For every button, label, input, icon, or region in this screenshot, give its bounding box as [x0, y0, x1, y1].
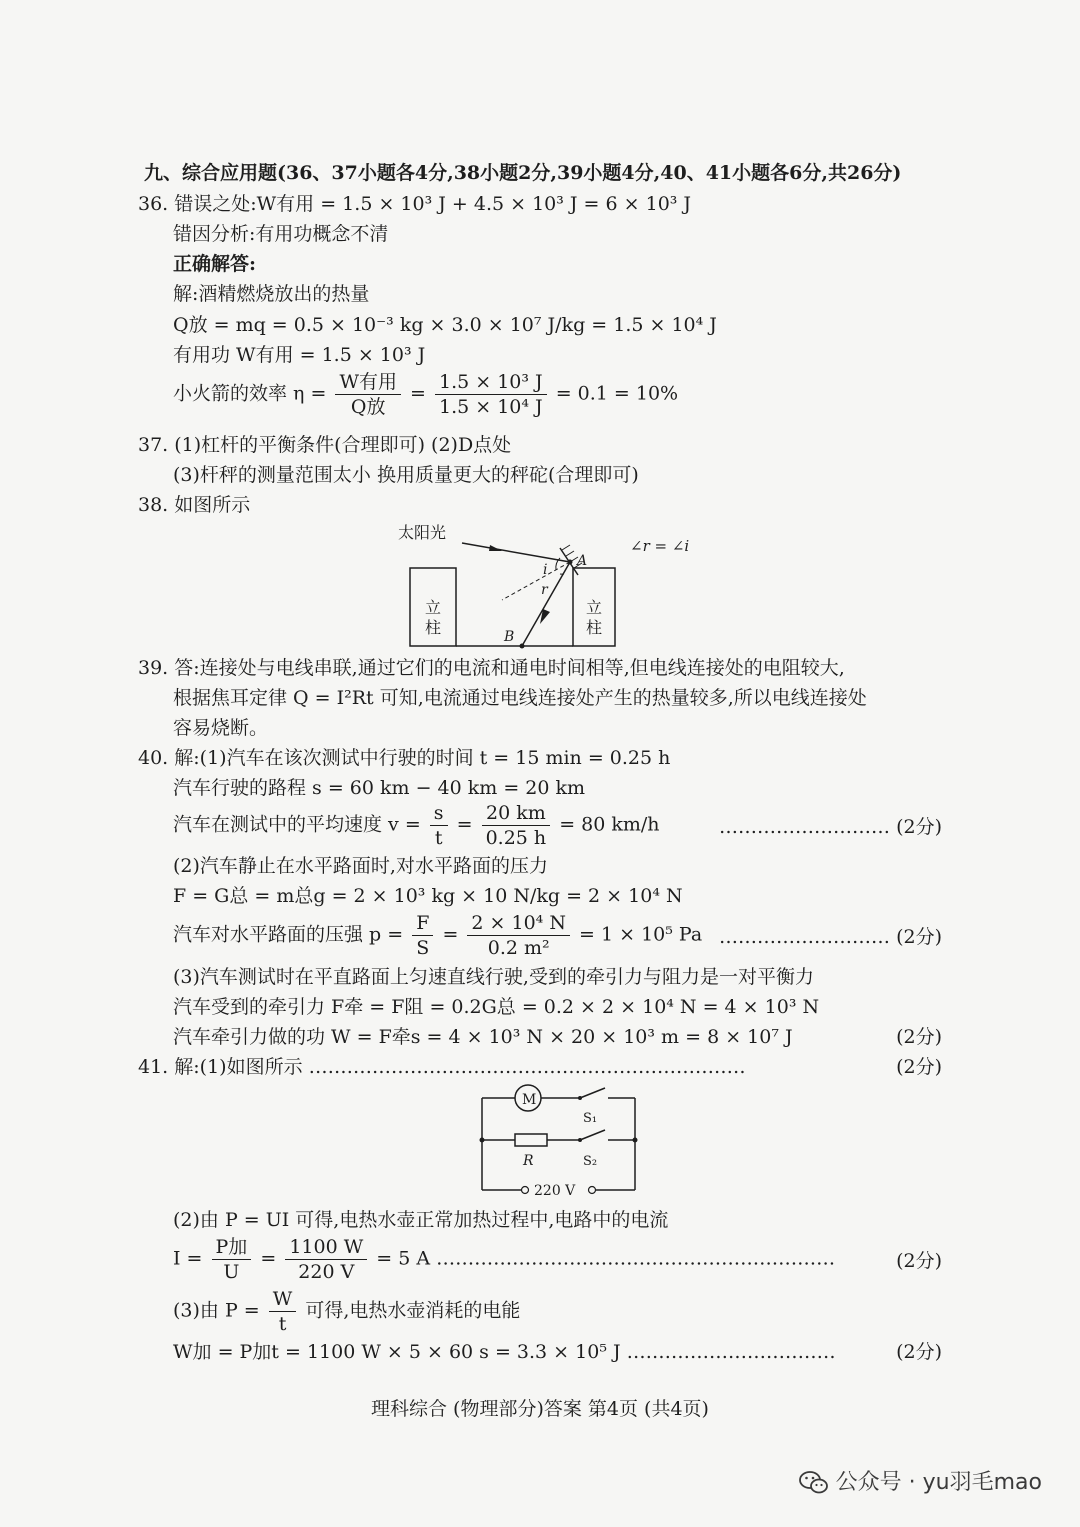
q40-score-3: (2分) [896, 1026, 942, 1048]
q39-line-2: 根据焦耳定律 Q = I²Rt 可知,电流通过电线连接处产生的热量较多,所以电线连接处 [173, 687, 867, 709]
page-footer: 理科综合 (物理部分)答案 第4页 (共4页) [371, 1398, 709, 1420]
q40-v-frac-1: $\frac{s}{t}$ [430, 801, 448, 850]
pillar-left-char-2: 柱 [425, 618, 442, 637]
q40-velocity: 汽车在测试中的平均速度 v = $\frac{s}{t}$ = $\frac{20 km}{0.25 h}$ = 80 km/h [173, 802, 660, 849]
watermark [799, 1465, 1042, 1496]
wechat-icon [799, 1470, 829, 1496]
q36-line-4: 解:酒精燃烧放出的热量 [173, 283, 370, 305]
watermark-text: 公众号 · yu羽毛mao [835, 1470, 1042, 1495]
q41-score-1: (2分) [896, 1056, 942, 1078]
q36-line-3: 正确解答: [173, 253, 257, 275]
incident-arrow [489, 545, 502, 551]
q36-eff-result: = 0.1 = 10% [555, 382, 679, 405]
q36-eff-label: 小火箭的效率 η = [173, 382, 327, 405]
label-220V: 220 V [534, 1183, 576, 1199]
label-r: r [541, 582, 548, 598]
q36-eff-frac-1: $\frac{\text{W有用}}{\text{Q放}}$ [335, 370, 401, 419]
q40-score-2: ……………………… (2分) [719, 926, 942, 948]
q39-line-1: 39. 答:连接处与电线串联,通过它们的电流和通电时间相等,但电线连接处的电阻较大, [138, 657, 845, 679]
point-B [520, 644, 525, 649]
q41-i-frac-2: $\frac{1100 W}{220 V}$ [285, 1235, 367, 1284]
label-B: B [504, 629, 515, 645]
q38-line-1: 38. 如图所示 [138, 494, 251, 516]
q39-line-3: 容易烧断。 [173, 717, 269, 739]
q41-line-4: (3)由 P = $\frac{W}{t}$ 可得,电热水壶消耗的电能 [173, 1288, 521, 1335]
reflection-diagram [390, 518, 710, 653]
q36-eff-frac-2: $\frac{\text{1.5 × 10³ J}}{\text{1.5 × 10⁴ J}}$ [435, 370, 547, 419]
q40-pressure: 汽车对水平路面的压强 p = $\frac{F}{S}$ = $\frac{\text{2 × 10⁴ N}}{\text{0.2 m²}}$ = 1 × 10⁵ Pa [173, 912, 703, 959]
q40-p-frac-1: $\frac{F}{S}$ [412, 911, 433, 960]
label-S2: S₂ [583, 1154, 598, 1169]
q41-line-5: W加 = P加t = 1100 W × 5 × 60 s = 3.3 × 10⁵ J …………………………… [173, 1341, 836, 1363]
label-A: A [577, 553, 588, 569]
q40-line-1: 40. 解:(1)汽车在该次测试中行驶的时间 t = 15 min = 0.25 h [138, 747, 671, 769]
q40-line-7: (3)汽车测试时在平直路面上匀速直线行驶,受到的牵引力与阻力是一对平衡力 [173, 966, 814, 988]
q36-line-6: 有用功 W有用 = 1.5 × 10³ J [173, 344, 426, 366]
q40-line-5: F = G总 = m总g = 2 × 10³ kg × 10 N/kg = 2 × 10⁴ N [173, 885, 683, 907]
label-R: R [523, 1153, 534, 1169]
label-i: i [543, 562, 548, 578]
q37-line-2: (3)杆秤的测量范围太小 换用质量更大的秤砣(合理即可) [173, 464, 639, 486]
q40-v-frac-2: $\frac{20 km}{0.25 h}$ [482, 801, 551, 850]
label-sunlight: 太阳光 [398, 523, 447, 542]
q41-line-1: 41. 解:(1)如图所示 …………………………………………………………… [138, 1056, 746, 1078]
section-title: 九、综合应用题(36、37小题各4分,38小题2分,39小题4分,40、41小题各6分,共26分) [144, 162, 902, 184]
pillar-left-char-1: 立 [425, 598, 442, 617]
q40-p-frac-2: $\frac{\text{2 × 10⁴ N}}{\text{0.2 m²}}$ [467, 911, 570, 960]
q40-score-1: ……………………… (2分) [719, 816, 942, 838]
q41-score-2: (2分) [896, 1250, 942, 1272]
label-M: M [522, 1092, 537, 1108]
label-angle: ∠r = ∠i [630, 537, 690, 555]
q36-line-1: 36. 错误之处:W有用 = 1.5 × 10³ J + 4.5 × 10³ J = 6 × 10³ J [138, 193, 692, 215]
q41-line-2: (2)由 P = UI 可得,电热水壶正常加热过程中,电路中的电流 [173, 1209, 669, 1231]
circuit-diagram [470, 1078, 650, 1200]
label-S1: S₁ [583, 1111, 598, 1126]
q40-line-9: 汽车牵引力做的功 W = F牵s = 4 × 10³ N × 20 × 10³ m = 8 × 10⁷ J [173, 1026, 793, 1048]
incident-ray [462, 543, 570, 562]
resistor-R [515, 1134, 547, 1146]
q40-line-8: 汽车受到的牵引力 F牵 = F阻 = 0.2G总 = 0.2 × 2 × 10⁴ N = 4 × 10³ N [173, 996, 820, 1018]
q40-line-4: (2)汽车静止在水平路面时,对水平路面的压力 [173, 855, 548, 877]
q40-line-2: 汽车行驶的路程 s = 60 km − 40 km = 20 km [173, 777, 586, 799]
q37-line-1: 37. (1)杠杆的平衡条件(合理即可) (2)D点处 [138, 434, 512, 456]
point-A [568, 560, 573, 565]
q41-current: I = $\frac{\text{P加}}{U}$ = $\frac{1100 W}{220 V}$ = 5 A ……………………………………………………… [173, 1236, 836, 1283]
pillar-right-char-1: 立 [586, 598, 603, 617]
q41-power-frac: $\frac{W}{t}$ [269, 1287, 297, 1336]
q36-line-2: 错因分析:有用功概念不清 [173, 223, 389, 245]
pillar-right-char-2: 柱 [586, 618, 603, 637]
q36-efficiency: 小火箭的效率 η = $\frac{\text{W有用}}{\text{Q放}}$ = $\frac{\text{1.5 × 10³ J}}{\text{1.5 × 10⁴ J}}$ = 0.1 = 10% [173, 371, 679, 418]
switch-S1 [580, 1088, 605, 1098]
switch-S2 [580, 1130, 605, 1140]
q41-i-frac-1: $\frac{\text{P加}}{U}$ [212, 1235, 252, 1284]
q36-line-5: Q放 = mq = 0.5 × 10⁻³ kg × 3.0 × 10⁷ J/kg = 1.5 × 10⁴ J [173, 314, 717, 336]
q41-score-3: (2分) [896, 1341, 942, 1363]
